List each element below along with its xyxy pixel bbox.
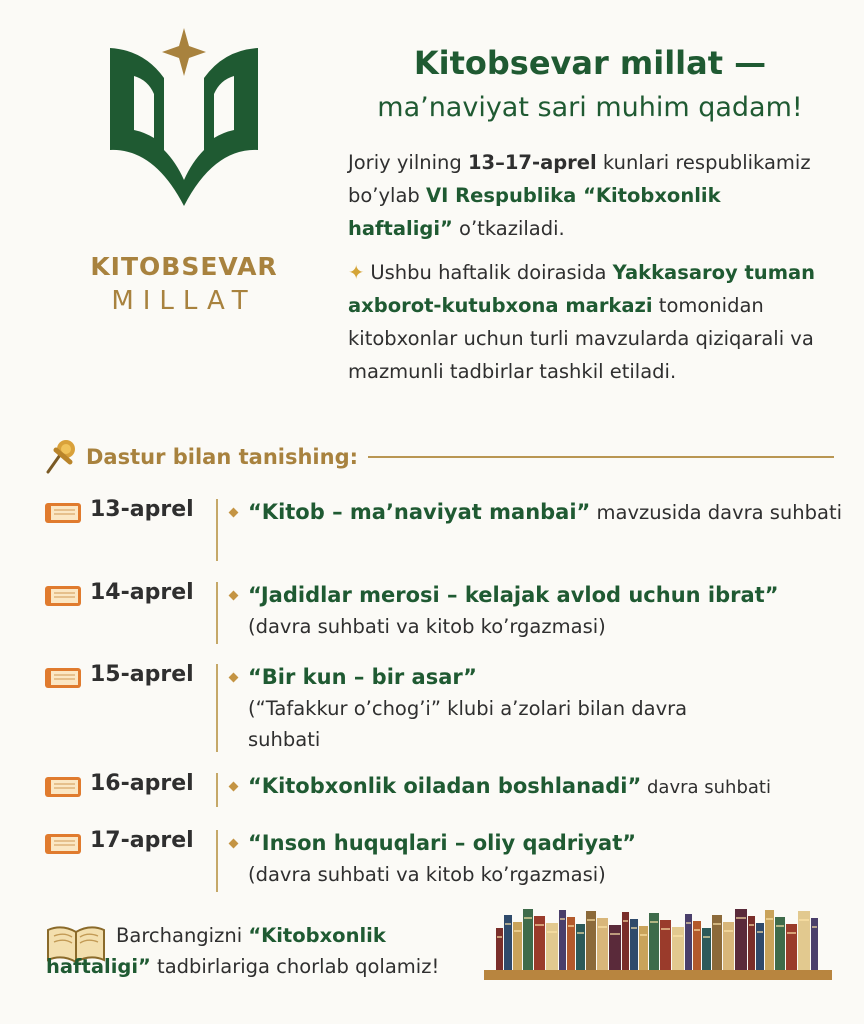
page-title: Kitobsevar millat —	[413, 44, 767, 82]
description-paragraph	[348, 256, 818, 388]
shelf-book	[496, 928, 503, 970]
shelf-book	[811, 918, 818, 970]
event-title: “Kitob – ma’naviyat manbai”	[248, 500, 591, 524]
shelf-book-band	[598, 926, 607, 928]
shelf-book	[513, 922, 522, 970]
shelf-book-band	[776, 925, 784, 927]
bookshelf-illustration-icon	[484, 908, 832, 982]
shelf-book	[597, 918, 608, 970]
shelf-book	[775, 917, 785, 970]
footer-text-2: tadbirlariga chorlab qolamiz!	[150, 955, 440, 978]
event-desc: mavzusida davra suhbati	[590, 501, 843, 524]
shelf-book-band	[799, 919, 809, 921]
book-icon	[44, 501, 82, 525]
program-heading-text: Dastur bilan tanishing:	[86, 445, 359, 469]
diamond-bullet-icon	[229, 673, 239, 683]
row-divider	[216, 664, 218, 752]
book-icon	[44, 775, 82, 799]
shelf-book-band	[686, 922, 691, 924]
shelf-book-band	[736, 917, 746, 919]
shelf-book	[630, 919, 638, 970]
program-date: 14-aprel	[90, 580, 194, 605]
program-heading	[44, 437, 834, 477]
page-subtitle: ma’naviyat sari muhim qadam!	[377, 92, 803, 123]
shelf-book	[693, 921, 701, 970]
program-row	[44, 662, 844, 754]
shelf-plank	[484, 970, 832, 980]
program-date: 15-aprel	[90, 662, 194, 687]
program-date: 13-aprel	[90, 497, 194, 522]
shelf-book	[567, 917, 575, 970]
shelf-book	[660, 920, 671, 970]
intro-text-1: Joriy yilning	[348, 151, 468, 174]
shelf-book-band	[724, 930, 733, 932]
shelf-book-band	[524, 917, 532, 919]
program-row	[44, 828, 844, 894]
row-divider	[216, 499, 218, 561]
shelf-book-band	[694, 929, 700, 931]
shelf-book-band	[631, 927, 637, 929]
event-desc: (davra suhbati va kitob ko’rgazmasi)	[248, 863, 606, 886]
footer-invitation	[46, 920, 466, 982]
diamond-bullet-icon	[229, 508, 239, 518]
book-icon	[44, 666, 82, 690]
shelf-book-band	[547, 931, 557, 933]
intro-event-name: VI Respublika “Kitobxonlik haftaligi”	[348, 184, 721, 240]
program-event	[248, 497, 848, 528]
program-event	[248, 580, 848, 642]
program-date: 17-aprel	[90, 828, 194, 853]
intro-text-2: kunlari respublikamiz bo’ylab	[348, 151, 811, 207]
shelf-book-band	[749, 924, 754, 926]
event-title: “Kitobxonlik oiladan boshlanadi”	[248, 774, 642, 798]
open-book-star-logo-icon	[104, 20, 264, 210]
row-divider	[216, 582, 218, 644]
event-desc: davra suhbati	[641, 777, 771, 798]
desc-text-2: tomonidan kitobxonlar uchun turli mavzularda qiziqarali va mazmunli tadbirlar tashkil etiladi.	[348, 294, 814, 383]
shelf-book-band	[757, 931, 763, 933]
shelf-book	[639, 926, 648, 970]
shelf-book-band	[640, 934, 647, 936]
shelf-book-band	[650, 921, 658, 923]
shelf-book-band	[703, 936, 710, 938]
shelf-book-band	[497, 936, 502, 938]
desc-text-1: Ushbu haftalik doirasida	[370, 261, 613, 284]
program-event	[248, 828, 848, 890]
event-desc: (“Tafakkur o’chog’i” klubi a’zolari bilan davra suhbati	[248, 697, 688, 751]
book-icon	[44, 584, 82, 608]
intro-text-3: o’tkaziladi.	[452, 217, 565, 240]
event-title: “Bir kun – bir asar”	[248, 665, 477, 689]
row-divider	[216, 773, 218, 807]
shelf-book-band	[560, 918, 565, 920]
shelf-book-band	[568, 925, 574, 927]
shelf-book-band	[812, 926, 817, 928]
shelf-book-band	[661, 928, 670, 930]
shelf-book	[672, 927, 684, 970]
diamond-bullet-icon	[229, 839, 239, 849]
shelf-book	[756, 923, 764, 970]
shelf-book	[576, 924, 585, 970]
logo	[84, 20, 284, 316]
program-event	[248, 771, 848, 803]
shelf-book	[609, 925, 621, 970]
shelf-book-band	[766, 918, 773, 920]
shelf-book	[786, 924, 797, 970]
event-desc: (davra suhbati va kitob ko’rgazmasi)	[248, 615, 606, 638]
book-icon	[44, 832, 82, 856]
logo-word-kitobsevar: KITOBSEVAR	[90, 252, 278, 281]
footer-event-name: “Kitobxonlik haftaligi”	[46, 924, 386, 978]
intro-paragraph	[348, 146, 818, 245]
pushpin-icon	[44, 438, 78, 476]
program-row	[44, 497, 844, 563]
program-date: 16-aprel	[90, 771, 194, 796]
logo-word-millat: MILLAT	[111, 286, 257, 316]
shelf-book-band	[787, 932, 796, 934]
shelf-book-band	[514, 930, 521, 932]
shelf-book-band	[713, 923, 721, 925]
shelf-book	[546, 923, 558, 970]
program-row	[44, 580, 844, 646]
event-title: “Inson huquqlari – oliy qadriyat”	[248, 831, 637, 855]
shelf-book-band	[505, 923, 511, 925]
shelf-book	[702, 928, 711, 970]
shelf-book-band	[610, 933, 620, 935]
shelf-book-band	[587, 919, 595, 921]
shelf-book-band	[673, 935, 683, 937]
intro-dates: 13–17-aprel	[467, 151, 597, 174]
row-divider	[216, 830, 218, 892]
diamond-bullet-icon	[229, 782, 239, 792]
shelf-book-band	[623, 920, 628, 922]
footer-text-1: Barchangizni	[116, 924, 249, 947]
event-title: “Jadidlar merosi – kelajak avlod uchun ibrat”	[248, 583, 779, 607]
desc-organizer: Yakkasaroy tuman axborot-kutubxona markazi	[348, 261, 816, 317]
sparkle-icon: ✦	[348, 261, 365, 284]
program-row	[44, 771, 844, 807]
program-event	[248, 662, 728, 755]
shelf-book-band	[577, 932, 584, 934]
diamond-bullet-icon	[229, 591, 239, 601]
shelf-book	[723, 922, 734, 970]
shelf-book-band	[535, 924, 544, 926]
heading-divider	[368, 456, 834, 458]
